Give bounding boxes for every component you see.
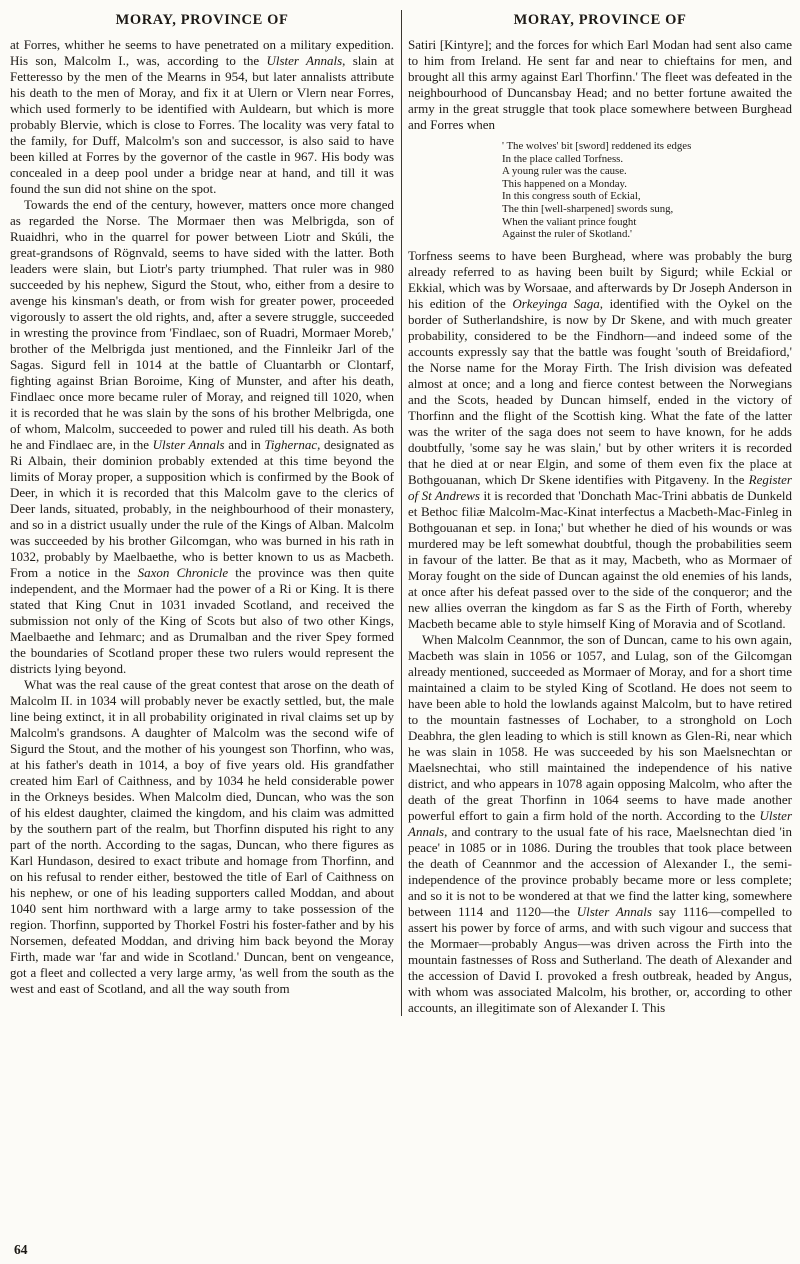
two-column-layout — [10, 10, 792, 1016]
verse-line: Against the ruler of Skotland.' — [502, 228, 632, 241]
paragraph: When Malcolm Ceannmor, the son of Duncan, came to his own again, Macbeth was slain in 1056 or 1057, and Lulag, son of the Gilcomgan already mentioned, succeeded as Mormaer of Moray, and for a short time maintained a claim to be styled King of Scotland. He does not seem to have been able to hold the lowlands against Malcolm, but to have retired to the mountain fastnesses of Lochaber, to a stronghold on Loch Deabhra, the glen leading to which is still known as Glen-Ri, near which he was slain in 1058. He was succeeded by his son Maelsnechtan or Maelsnechtai, who still maintained the independence of his native district, and who appears in 1078 again opposing Malcolm, who after the death of the great Thorfinn in 1064 seems to have made another powerful effort to gain a firm hold of the north. According to the Ulster Annals, and contrary to the usual fate of his race, Maelsnechtan died 'in peace' in 1085 or in 1086. During the troubles that took place between the death of Ceannmor and the accession of Alexander I., the semi-independence of the province probably became more or less complete; and so it is not to be wondered at that we find the latter king, somewhere between 1114 and 1120—the Ulster Annals say 1116—compelled to assert his power by force of arms, and with such vigour and success that the Mormaer—probably Angus—was driven across the Firth into the mountain fastnesses of Ross and Sutherland. The death of Alexander and the accession of David I. provoked a fresh outbreak, headed by Angus, with whom was associated Malcolm, his brother, or, according to other accounts, an illegitimate son of Alexander I. This — [408, 631, 792, 1015]
verse-line: When the valiant prince fought — [502, 215, 637, 228]
column-divider — [401, 10, 402, 1016]
paragraph: Towards the end of the century, however, matters once more changed as regarded the Norse. The Mormaer then was Melbrigda, son of Ruaidhri, who in the quarrel for power between Liotr and Skúli, the great-grandsons of Rögnvald, seems to have sided with the latter. Both leaders were slain, but Liotr's party triumphed. That ruler was in 980 succeeded by his nephew, Sigurd the Stout, who, either from a desire to avenge his kinsman's death, or from wish for greater power, proceeded vigorously to assert the old rights, and, after a severe struggle, succeeded in wresting the province from 'Findlaec, son of Ruadri, Mormaer Moreb,' brother of the Melbrigda just mentioned, and the Finnleikr Jarl of the Sagas. Sigurd fell in 1014 at the battle of Cluantarbh or Clontarf, fighting against Brian Boroime, King of Munster, and after his death, Findlaec once more became ruler of Moray, and reigned till 1020, when it is recorded that he was slain by the sons of his brother Melbrigda, one of whom, Malcolm, succeeded to power and ruled till his death. As both he and Findlaec are, in the Ulster Annals and in Tighernac, designated as Ri Albain, their dominion probably extended at this time beyond the limits of Moray proper, a supposition which is confirmed by the Book of Deer, in which it is recorded that this Malcolm gave to the clerics of Deer lands, situated, probably, in the neighbourhood of their monastery, and so in a district usually under the rule of the Kings of Alban. Malcolm was succeeded by his brother Gilcomgan, who was burned in his rath in 1032, probably by Maelbaethe, who is better known to us as Macbeth. From a notice in the Saxon Chronicle the province was then quite independent, and the Mormaer had the power of a Ri or King. It is there stated that King Cnut in 1031 invaded Scotland, and received the submission not only of the King of Scots but also of two other Kings, Maelbaethe and Iehmarc; and as Drumalban and the river Spey formed the boundaries of Scotland proper these two rulers would represent the districts lying beyond. — [10, 197, 394, 676]
verse-line: In this congress south of Eckial, — [502, 190, 641, 203]
left-column-header: MORAY, PROVINCE OF — [115, 12, 289, 28]
right-column — [408, 10, 792, 1016]
verse-line: This happened on a Monday. — [502, 177, 627, 190]
page-number: 64 — [14, 1242, 28, 1257]
paragraph: What was the real cause of the great contest that arose on the death of Malcolm II. in 1034 will probably never be exactly settled, but, the male line being extinct, it in all probability originated in rival claims set up by Malcolm's grandsons. A daughter of Malcolm was the second wife of Sigurd the Stout, and the mother of his youngest son Thorfinn, who was, at his father's death in 1014, a boy of five years old. His grandfather created him Earl of Caithness, and by 1034 he held considerable power in the Orkneys besides. When Malcolm died, Duncan, who was the son of his eldest daughter, claimed the kingdom, and his claim was admitted by the southern part of the realm, but Thorfinn disputed his right to any part of the north. According to the sagas, Duncan, who there figures as Karl Hundason, desired to exact tribute and homage from Thorfinn, and on his refusal to render either, bestowed the title of Earl of Caithness on his nephew, or one of his leading supporters called Moddan, and about 1040 sent him northward with a large army to take possession of the region. Thorfinn, supported by Thorkel Fostri his foster-father and by his Norsemen, defeated Moddan, and driving him back beyond the Moray Firth, made war 'far and wide in Scotland.' Duncan, bent on vengeance, got a fleet and collected a very large army, 'as well from the south as the west and east of Scotland, and all the way south from — [10, 677, 394, 996]
right-column-header: MORAY, PROVINCE OF — [513, 12, 687, 28]
verse-line: The thin [well-sharpened] swords sung, — [502, 202, 674, 215]
verse-line: A young ruler was the cause. — [502, 165, 627, 178]
paragraph: Torfness seems to have been Burghead, where was probably the burg already referred to as having been built by Sigurd; while Eckial or Ekkial, which was by Worsaae, and afterwards by Dr Joseph Anderson in his edition of the Orkeyinga Saga, identified with the Oykel on the border of Sutherlandshire, is now by Dr Skene, and with much greater probability, considered to be the Findhorn—and indeed some of the accounts expressly say that the battle was fought 'south of Breidafiord,' the Norse name for the Moray Firth. The Irish division was defeated almost at once; and a long and fierce contest between the Norwegians and the Scots, headed by Duncan himself, ended in the victory of Thorfinn and the flight of the Scottish king. What the fate of the latter was the writer of the saga does not seem to have known, for he adds doubtfully, 'some say he was slain,' but by other writers it is recorded that he died at or near Elgin, and some of them even fix the place at Bothgouanan, which Dr Skene identifies with Pitgaveny. In the Register of St Andrews it is recorded that 'Donchath Mac-Trini abbatis de Dunkeld et Bethoc filiæ Malcolm-Mac-Kinat interfectus a Macbeth-Mac-Finleg in Bothgouanan et sep. in Iona;' but whether he died of his wounds or was murdered may be left somewhat doubtful, though the probabilities seem in favour of the latter. Be that as it may, Macbeth, who as Mormaer of Moray fought on the side of Duncan against the old enemies of his lands, at once after his defeat passed over to the side of the conqueror; and the new allies overran the kingdom as far S as the Firth of Forth, whereby Macbeth became able to style himself King of Moravia and of Scotland. — [408, 247, 792, 631]
paragraph: Satiri [Kintyre]; and the forces for which Earl Modan had sent also came to him from Ireland. He sent far and near to chieftains for men, and brought all this army against Earl Thorfinn.' The fleet was defeated in the neighbourhood of Duncansbay Head; and no better fortune awaited the army in the great struggle that took place somewhere between Burghead and Forres when — [408, 37, 792, 132]
left-column — [10, 10, 394, 1016]
paragraph: at Forres, whither he seems to have penetrated on a military expedition. His son, Malcolm I., was, according to the Ulster Annals, slain at Fetteresso by the men of the Mearns in 954, but later annalists attribute his death to the men of Moray, and fix it at Ulern or Vlern near Forres, which used formerly to be identified with Auldearn, but which is more probably Blervie, which is close to Forres. The locality was very fatal to the family, for Duff, Malcolm's son and successor, is also said to have been killed at Forres by the governor of the castle in 967. His body was concealed in a deep pool under a bridge near at hand, and till it was found the sun did not shine on the spot. — [10, 37, 394, 196]
verse-quote — [502, 140, 792, 241]
verse-line: ' The wolves' bit [sword] reddened its edges — [502, 140, 692, 152]
verse-line: In the place called Torfness. — [502, 152, 624, 165]
